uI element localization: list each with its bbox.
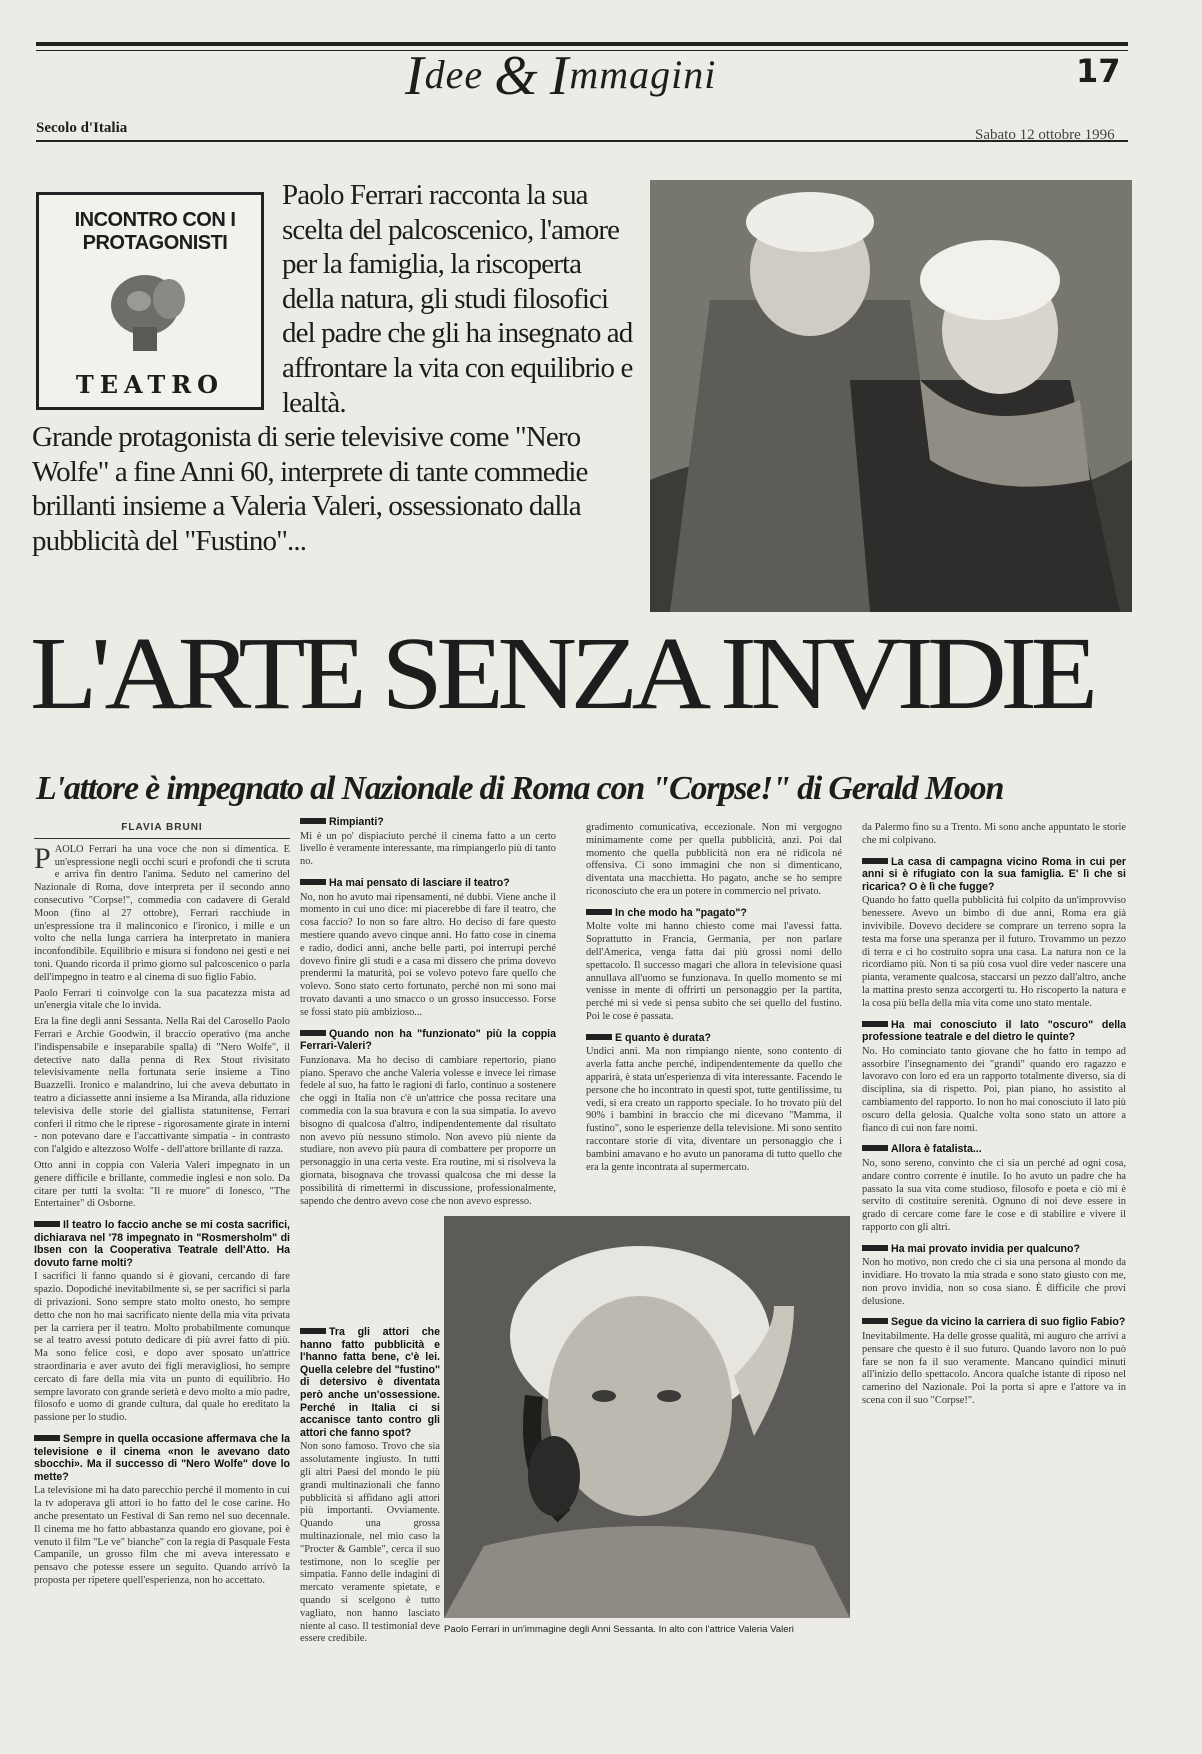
actor-photo-figure bbox=[444, 1216, 850, 1618]
col3-answer-2: Undici anni. Ma non rimpiango niente, sono contento di averla fatta anche perché, indipendentemente da quello che apparirà, è stata un'esperienza di vita interessante. Facendo le persone che ho incontrato in questi spot, tutte gentilissime, tu vedi, si era creato un rapporto speciale. Io ho trovato più del 90% i bambini in braccio che mi dicevano "Mamma, il fustino", sono le esperienze della televisione. Mi sono sentito raccontare storie di vita, diventare un personaggio che i bambini amavano e ho avuto un panorama di tutto quello che era la gente incontrata al supermercato. bbox=[586, 1046, 842, 1173]
question-bar bbox=[300, 1030, 326, 1036]
question-bar bbox=[586, 909, 612, 915]
col2-question-2 bbox=[300, 877, 556, 890]
couple-photo-figure bbox=[650, 180, 1132, 612]
section-amp: & bbox=[494, 45, 539, 107]
col3-question-1 bbox=[586, 907, 842, 920]
publication-name: Secolo d'Italia bbox=[36, 120, 128, 136]
col2-answer-2: No, non ho avuto mai ripensamenti, né dubbi. Viene anche il momento in cui uno dice: mi piacerebbe di fare il teatro, che cosa faccio? Io non so fare altro. Ho deciso di fare questo mestiere quando avevo cinque anni. Ho fatto cose in cinema e radio, dodici anni, anche belle parti, poi interrupi perché dovevo finire gli studi e a casa mi dissero che prima dovevo prendermi la maturità, poi se volevo potevo fare quello che volevo. Sono stato certo fortunato, perché non mi sono mai trovato davanti a uno smacco o un grosso insuccesso. Forse se fossi stato più ambizioso... bbox=[300, 891, 556, 1018]
col4-q2-text: Ha mai conosciuto il lato "oscuro" della professione teatrale e del dietro le quinte? bbox=[862, 1018, 1126, 1044]
question-bar bbox=[300, 1328, 326, 1334]
question-bar bbox=[862, 1021, 888, 1027]
question-bar bbox=[34, 1221, 60, 1227]
article-column-1 bbox=[34, 822, 290, 1702]
interview-badge bbox=[36, 192, 264, 410]
question-bar bbox=[862, 858, 888, 864]
col2-q2-text: Ha mai pensato di lasciare il teatro? bbox=[329, 876, 510, 889]
subheadline: L'attore è impegnato al Nazionale di Roma con "Corpse!" di Gerald Moon bbox=[36, 770, 1004, 807]
question-bar bbox=[34, 1435, 60, 1441]
photo-caption: Paolo Ferrari in un'immagine degli Anni Sessanta. In alto con l'attrice Valeria Valeri bbox=[444, 1624, 794, 1635]
col2-question-1 bbox=[300, 816, 556, 829]
col4-q1-text: La casa di campagna vicino Roma in cui per anni si è rifugiato con la sua famiglia. E' lì che si ricarica? O è lì che fugge? bbox=[862, 855, 1126, 893]
article-column-3 bbox=[586, 822, 842, 1210]
col2-answer-3: Funzionava. Ma ho deciso di cambiare repertorio, piano piano. Speravo che anche Valeria volesse e invece lei rimase fedele al suo, ha fatto le ragioni di farlo, continuo a sostenere che oggi in Italia non c'è un'attrice che possa recitare una commedia con la sua bravura e con la sua simpatia. Io avevo bisogno di qualcosa d'altro, indipendentemente dal risultato non avevo più nessuno stimolo. Non avevo più niente da studiare, non avevo più paura di combattere per proporre un personaggio in una certa veste. Era routine, mi si risolveva la giornata, bisognava che trovassi qualcosa che mi desse la possibilità di rimettermi in discussione, professionalmente, sapendo che dentro avevo cose che non avevo espresso. bbox=[300, 1054, 556, 1207]
actor-headphones-photo bbox=[444, 1216, 850, 1618]
intro-text-2: Grande protagonista di serie televisive come "Nero Wolfe" a fine Anni 60, interprete di tante commedie brillanti insieme a Valeria Valeri, ossessionato dalla pubblicità del "Fustino"... bbox=[32, 421, 588, 557]
bust-icon bbox=[99, 265, 199, 353]
byline: FLAVIA BRUNI bbox=[34, 822, 290, 839]
col1-p1-text: AOLO Ferrari ha una voce che non si dimentica. E un'espressione negli occhi scuri e profondi che ti scruta e arriva fin dentro l'anima. Seduto nel camerino del Nazionale di Roma, dove interpreta per il secondo anno consecutivo "Corpse!", commedia con cadavere di Gerald Moon (fino al 27 ottobre), Ferrari racchiude in un'espressione tra il malinconico e l'ironico, i mille e un volto che nella lunga carriera ha interpretato in maniera inconfondibile. Equilibrio e misura si fondono nei gesti e nei toni. Quando ricorda il primo giorno sul palcoscenico o parla dell'impegno in teatro e al cinema di suo figlio Fabio. bbox=[34, 843, 290, 983]
col1-paragraph-1 bbox=[34, 841, 290, 985]
col1-answer-1: I sacrifici li fanno quando si è giovani, cercando di fare spazio. Dopodiché inevitabilmente sì, se per sacrifici si parla di privazioni. Sono sempre stato molto onesto, ho sempre detto che non ho mai sacrificato niente della mia vita privata per la carriera per il teatro. Molto probabilmente comunque se al teatro avessi potuto dedicare di più avrei fatto di più. Ma sono felice così, e dopo aver sposato un'attrice straordinaria e aver avuto dei figli meravigliosi, ho sempre cercato di fare della mia vita un punto di equilibrio. Ho sempre lavorato con grande serietà e devo molto a mio padre, filosofo e uomo di grande cultura, dal quale ho ereditato la passione per lo studio. bbox=[34, 1271, 290, 1424]
col1-question-1 bbox=[34, 1219, 290, 1269]
dropcap: P bbox=[34, 841, 51, 875]
badge-title: INCONTRO CON I PROTAGONISTI bbox=[74, 209, 236, 254]
col2-question-3 bbox=[300, 1028, 556, 1053]
col1-paragraph-4: Otto anni in coppia con Valeria Valeri impegnato in un genere difficile e brillante, commedie inglesi e non solo. Da citare per tutti la svolta: "Il re muore" di Ionesco, "The Entertainer" di Osborne. bbox=[34, 1159, 290, 1210]
question-bar bbox=[862, 1145, 888, 1151]
col1-paragraph-3: Era la fine degli anni Sessanta. Nella Rai del Carosello Paolo Ferrari e Archie Goodwin, il braccio operativo (ma anche l'indispensabile e inseparabile spalla) di "Nero Wolfe", il detective nato dalla penna di Rex Stout rivisitato televisivamente nella fortunata serie insieme a Tino Buazzelli. Ironico e malandrino, lui che aveva debuttato in teatro a diciassette anni insieme a Isa Miranda, alla riduzione televisiva delle storie del giallista statunitense, Ferrari conferì il ritmo che le riprese - rigorosamente girate in interni - non potevano dare e l'accattivante simpatia - in contrasto con l'algido e altezzoso Wolfe - dell'attore brillante di razza. bbox=[34, 1016, 290, 1156]
col1-answer-2: La televisione mi ha dato parecchio perché il momento in cui la tv adoperava gli attori io ho fatto del le cose carine. Ho anche presentato un Festival di San remo nel suo decennale. Il cinema me ho fatto abbastanza quando ero giovane, poi è venuto il film "Le ve" bianche" con la regia di Pasquale Festa Campanile, un grosso film che mi aveva interessato e pensavo che potesse essere un seguito. Quando arrivò la proposta per ripetere quell'esperienza, non ho accettato. bbox=[34, 1485, 290, 1586]
col4-q5-text: Segue da vicino la carriera di suo figlio Fabio? bbox=[891, 1316, 1126, 1329]
col1-question-2 bbox=[34, 1433, 290, 1483]
col1-q2-text: Sempre in quella occasione affermava che la televisione e il cinema «non le avevano dato sbocchi». Ma il successo di "Nero Wolfe" dove lo mette? bbox=[34, 1433, 290, 1483]
question-bar bbox=[300, 879, 326, 885]
couple-photo bbox=[650, 180, 1132, 612]
publication-date: Sabato 12 ottobre 1996 bbox=[975, 127, 1115, 143]
col4-q3-text: Allora è fatalista... bbox=[891, 1143, 982, 1156]
col4-answer-3: No, sono sereno, convinto che ci sia un perché ad ogni cosa, andare contro corrente è inutile. Io ho avuto un padre che ha passato la sua vita come studioso, filosofo e poeta e ciò mi è servito di costituire serenità. Ognuno di noi deve essere in grado di cercare come fare le cose e di stabilire e vivere il rapporto con gli altri. bbox=[862, 1157, 1126, 1233]
section-right: mmagini bbox=[569, 52, 717, 97]
masthead-rule bbox=[36, 140, 1128, 142]
col4-question-1 bbox=[862, 856, 1126, 894]
article-column-2 bbox=[300, 816, 556, 1212]
col3-question-2 bbox=[586, 1032, 842, 1045]
col4-answer-1: Quando ho fatto quella pubblicità fui colpito da un'improvviso benessere. Avevo un bimbo di due anni, Roma era già invivibile. Dovevo decidere se comprare un terreno sopra la testa ma forse una speranza per il futuro. Trovammo un pezzo di terra e ci ho costruito sopra una casa. La natura non ce la ricordiamo più. Non ti sa più cosa vuol dire veder nascere una pianta, veramente qualcosa, staccarsi un pezzo dall'altro, anche la mattina presto senza accorgerti tu. Ho riscoperto la natura e la cosa più bella della mia vita come uno stato mentale. bbox=[862, 895, 1126, 1009]
question-bar bbox=[862, 1318, 888, 1324]
question-bar bbox=[300, 818, 326, 824]
col4-question-2 bbox=[862, 1019, 1126, 1044]
col4-question-5 bbox=[862, 1316, 1126, 1329]
col2-answer-4: Non sono famoso. Trovo che sia assolutamente ingiusto. In tutti gli altri Paesi del mondo le più grandi multinazionali che fanno pubblicità si affidano agli attori più importanti. Ovviamente. Quando una grossa multinazionale, nel mio caso la "Procter & Gamble", cerca il suo testimone, non lo sceglie per simpatia. Fanno delle indagini di mercato veramente spietate, e quando si scelgono è tutto vagliato, non hanno lasciato niente al caso. Il testimonial deve essere credibile. bbox=[300, 1441, 440, 1645]
question-bar bbox=[586, 1034, 612, 1040]
section-title bbox=[405, 44, 716, 108]
col4-lead: da Palermo fino su a Trento. Mi sono anche appuntato le storie che mi colpivano. bbox=[862, 822, 1126, 846]
col4-answer-2: No. Ho cominciato tanto giovane che ho fatto in tempo ad assorbire l'insegnamento dei "grandi" quando ero ragazzo e lavoravo con loro ed era un rapporto totalmente diverso, sia di disciplina, sia di rispetto. Poi, pian piano, ho assistito al cambiamento del rapporto. Io non ho mai conosciuto il lato più oscuro della gelosia. Qualche volta sono stato un attore a fianco di cui non fare nomi. bbox=[862, 1045, 1126, 1134]
col4-q4-text: Ha mai provato invidia per qualcuno? bbox=[891, 1242, 1080, 1255]
col2-q3-text: Quando non ha "funzionato" più la coppia Ferrari-Valeri? bbox=[300, 1027, 556, 1053]
col2-answer-1: Mi è un po' dispiaciuto perché il cinema fatto a un certo livello è veramente interessante, ma rimpiangerlo più di tanto no. bbox=[300, 830, 556, 868]
section-initial-i: I bbox=[405, 45, 425, 107]
intro-text-1: Paolo Ferrari racconta la sua scelta del palcoscenico, l'amore per la famiglia, la riscoperta della natura, gli studi filosofici del padre che gli ha insegnato ad affrontare la vita con equilibrio e lealtà. bbox=[282, 179, 633, 419]
section-left: dee bbox=[424, 52, 484, 97]
question-bar bbox=[862, 1245, 888, 1251]
col2-q1-text: Rimpianti? bbox=[329, 816, 384, 828]
col1-q1-text: Il teatro lo faccio anche se mi costa sacrifici, dichiarava nel '78 impegnato in "Rosmersholm" di Ibsen con la Cooperativa Teatrale dell'Atto. Ha dovuto farne molti? bbox=[34, 1219, 290, 1269]
col4-answer-4: Non ho motivo, non credo che ci sia una persona al mondo da invidiare. Ho trovato la mia strada e sono stato giusto con me, non provo invidia, non so cosa siano. È difficile che provi delusione. bbox=[862, 1257, 1126, 1307]
col3-q1-text: In che modo ha "pagato"? bbox=[615, 906, 747, 919]
col1-paragraph-2: Paolo Ferrari ti coinvolge con la sua pacatezza mista ad un'energia vitale che lo invida. bbox=[34, 987, 290, 1012]
section-initial-i2: I bbox=[549, 45, 570, 107]
badge-label: TEATRO bbox=[75, 370, 225, 399]
col2-question-4 bbox=[300, 1326, 440, 1439]
article-column-4 bbox=[862, 822, 1126, 1702]
col3-lead: gradimento comunicativa, eccezionale. Non mi vergogno minimamente come per quella pubblicità, anzi. Poi dal momento che quella pubblicità non era né ridicola né offensiva. Ci sono immagini che non si dimenticano, diventata una macchietta. Ho pagato, anche se ho sempre riconosciuto che era un potere in commercio nel privato. bbox=[586, 822, 842, 897]
col4-question-3 bbox=[862, 1143, 1126, 1156]
col4-question-4 bbox=[862, 1243, 1126, 1256]
col3-q2-text: E quanto è durata? bbox=[615, 1031, 711, 1044]
headline: L'ARTE SENZA INVIDIE bbox=[30, 616, 1092, 731]
article-column-2-lower bbox=[300, 1326, 440, 1702]
page-number: 17 bbox=[1076, 52, 1121, 90]
col3-answer-1: Molte volte mi hanno chiesto come mai l'avessi fatta. Soprattutto in Francia, Germania, per non parlare dell'America, venga fatta dai più grossi nomi dello spettacolo. Il successo magari che allora in televisione quasi annullava all'uomo se funzionava. In quello momento se mi venisse in mente di offrirti un personaggio per la partita, perché mi si vede si pensa subito che sei quello del fustino. Poi le cose è passata. bbox=[586, 921, 842, 1022]
col4-answer-5: Inevitabilmente. Ha delle grosse qualità, mi auguro che arrivi a pensare che questo è il suo futuro. Quando lavoro non lo può fare se non fa il suo veramente. Mancano quindici minuti all'inizio dello spettacolo. Ancora qualche istante di riposo nel camerino del Nazionale. Poi la porta si apre e l'attore va in scena con il suo "Corpse!". bbox=[862, 1331, 1126, 1407]
col2-q4-text: Tra gli attori che hanno fatto pubblicità e l'hanno fatta bene, c'è lei. Quella celebre del "fustino" di detersivo è diventata però anche un'ossessione. Perché in Italia ci si accanisce tanto contro gli attori che fanno spot? bbox=[300, 1326, 440, 1439]
